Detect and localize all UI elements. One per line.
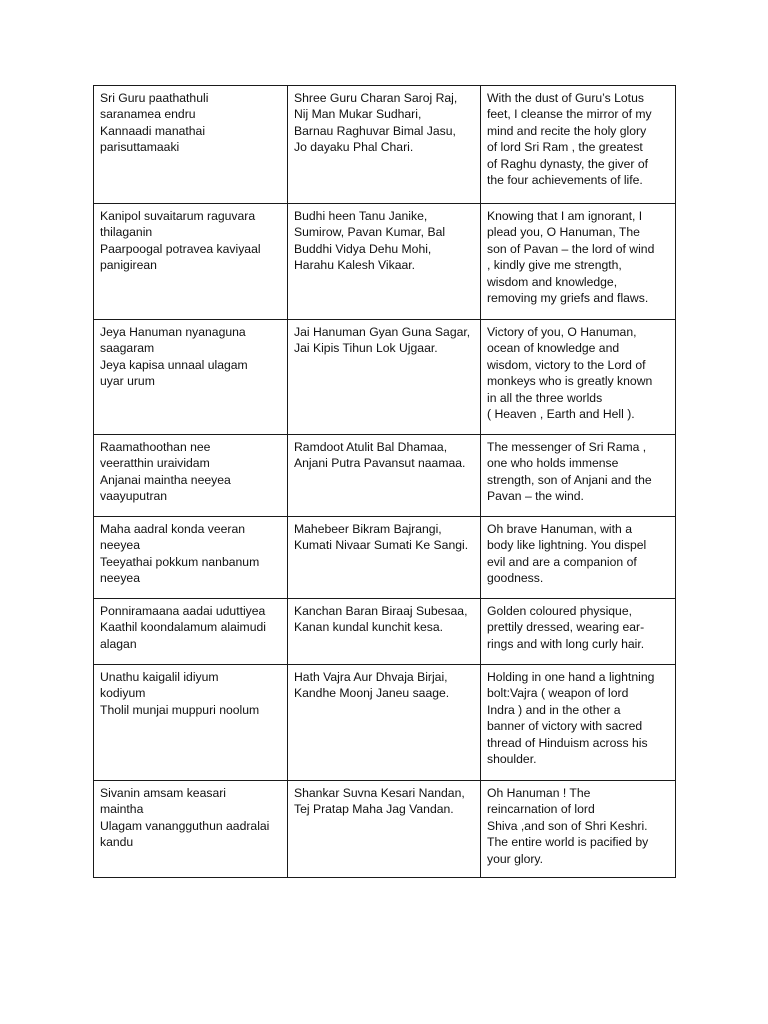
cell-text [294,439,475,472]
text-line: Barnau Raghuvar Bimal Jasu, [294,123,456,138]
english-translation-cell [481,435,676,517]
cell-text [487,785,670,867]
text-line: Golden coloured physique, [487,604,632,618]
text-line: body like lightning. You dispel [487,538,647,553]
text-line: alagan [100,636,137,651]
verse-table-body [94,86,676,878]
verse-row [94,320,676,435]
text-line: wisdom and knowledge, [487,274,618,289]
text-line: the four achievements of life. [487,173,643,188]
text-line: evil and are a companion of [487,554,637,569]
text-line: Mahebeer Bikram Bajrangi, [294,522,442,536]
cell-text [294,785,475,818]
tamil-transliteration-cell [94,599,288,665]
text-line: , kindly give me strength, [487,258,622,273]
text-line: Kannaadi manathai [100,123,206,138]
text-line: bolt:Vajra ( weapon of lord [487,686,629,701]
text-line: Nij Man Mukar Sudhari, [294,107,422,122]
cell-text [294,208,475,274]
verse-row [94,204,676,320]
text-line: kandu [100,835,134,850]
text-line: vaayuputran [100,489,168,504]
text-line: Knowing that I am ignorant, I [487,209,643,223]
text-line: saagaram [100,341,155,356]
cell-text [294,669,475,702]
text-line: in all the three worlds [487,390,603,405]
text-line: feet, I cleanse the mirror of my [487,107,652,122]
text-line: Paarpoogal potravea kaviyaal [100,241,261,256]
text-line: Tej Pratap Maha Jag Vandan. [294,802,454,817]
text-line: Oh brave Hanuman, with a [487,522,632,536]
text-line: Shiva ,and son of Shri Keshri. [487,818,648,833]
text-line: of lord Sri Ram , the greatest [487,140,643,155]
hindi-transliteration-cell [288,517,481,599]
cell-text [487,90,670,188]
tamil-transliteration-cell [94,435,288,517]
cell-text [294,603,475,636]
tamil-transliteration-cell [94,665,288,781]
text-line: Indra ) and in the other a [487,702,621,717]
english-translation-cell [481,204,676,320]
text-line: son of Pavan – the lord of wind [487,241,655,256]
text-line: Sivanin amsam keasari [100,786,226,800]
text-line: Kanipol suvaitarum raguvara [100,209,256,223]
text-line: Oh Hanuman ! The [487,786,591,800]
cell-text [294,324,475,357]
text-line: Harahu Kalesh Vikaar. [294,258,416,273]
hindi-transliteration-cell [288,599,481,665]
cell-text [487,603,670,652]
text-line: Kumati Nivaar Sumati Ke Sangi. [294,538,469,553]
text-line: ocean of knowledge and [487,341,620,356]
cell-text [487,669,670,767]
text-line: Holding in one hand a lightning [487,670,655,684]
text-line: veeratthin uraividam [100,456,210,471]
text-line: removing my griefs and flaws. [487,291,649,306]
cell-text [100,521,282,587]
text-line: uyar urum [100,374,155,389]
text-line: monkeys who is greatly known [487,374,653,389]
verse-row [94,665,676,781]
text-line: wisdom, victory to the Lord of [487,357,646,372]
text-line: Ponniramaana aadai uduttiyea [100,604,266,618]
text-line: The messenger of Sri Rama , [487,440,647,454]
text-line: Shree Guru Charan Saroj Raj, [294,91,458,105]
verse-row [94,781,676,878]
text-line: Unathu kaigalil idiyum [100,670,219,684]
text-line: Budhi heen Tanu Janike, [294,209,428,223]
text-line: panigirean [100,258,157,273]
text-line: Jai Kipis Tihun Lok Ujgaar. [294,341,438,356]
cell-text [100,669,282,718]
text-line: Anjanai maintha neeyea [100,472,231,487]
text-line: Ramdoot Atulit Bal Dhamaa, [294,440,448,454]
text-line: Kandhe Moonj Janeu saage. [294,686,450,701]
text-line: Buddhi Vidya Dehu Mohi, [294,241,432,256]
text-line: parisuttamaaki [100,140,180,155]
text-line: mind and recite the holy glory [487,123,647,138]
text-line: goodness. [487,571,544,586]
cell-text [100,785,282,851]
text-line: neeyea [100,571,140,586]
text-line: Teeyathai pokkum nanbanum [100,554,260,569]
text-line: Jai Hanuman Gyan Guna Sagar, [294,325,471,339]
text-line: saranamea endru [100,107,196,122]
cell-text [294,521,475,554]
text-line: Shankar Suvna Kesari Nandan, [294,786,465,800]
english-translation-cell [481,320,676,435]
text-line: Sri Guru paathathuli [100,91,209,105]
cell-text [100,324,282,390]
text-line: plead you, O Hanuman, The [487,225,640,240]
text-line: Pavan – the wind. [487,489,584,504]
text-line: one who holds immense [487,456,619,471]
hindi-transliteration-cell [288,320,481,435]
tamil-transliteration-cell [94,86,288,204]
text-line: Raamathoothan nee [100,440,211,454]
text-line: prettily dressed, wearing ear- [487,620,645,635]
text-line: thilaganin [100,225,153,240]
text-line: neeyea [100,538,140,553]
cell-text [100,208,282,274]
verse-row [94,86,676,204]
hindi-transliteration-cell [288,204,481,320]
text-line: Hath Vajra Aur Dhvaja Birjai, [294,670,448,684]
verse-translation-table [93,85,676,878]
english-translation-cell [481,517,676,599]
english-translation-cell [481,599,676,665]
text-line: rings and with long curly hair. [487,636,645,651]
text-line: Jo dayaku Phal Chari. [294,140,414,155]
text-line: Tholil munjai muppuri noolum [100,702,260,717]
tamil-transliteration-cell [94,204,288,320]
text-line: thread of Hinduism across his [487,735,648,750]
text-line: Kanchan Baran Biraaj Subesaa, [294,604,468,618]
hindi-transliteration-cell [288,665,481,781]
text-line: ( Heaven , Earth and Hell ). [487,407,635,422]
english-translation-cell [481,665,676,781]
cell-text [487,208,670,306]
text-line: Kaathil koondalamum alaimudi [100,620,266,635]
text-line: your glory. [487,851,543,866]
hindi-transliteration-cell [288,781,481,878]
tamil-transliteration-cell [94,320,288,435]
verse-row [94,517,676,599]
text-line: Kanan kundal kunchit kesa. [294,620,444,635]
text-line: Jeya Hanuman nyanaguna [100,325,246,339]
hindi-transliteration-cell [288,435,481,517]
text-line: Jeya kapisa unnaal ulagam [100,357,248,372]
text-line: Ulagam vanangguthun aadralai [100,818,270,833]
verse-row [94,435,676,517]
tamil-transliteration-cell [94,517,288,599]
english-translation-cell [481,86,676,204]
text-line: shoulder. [487,752,537,767]
cell-text [100,439,282,505]
text-line: of Raghu dynasty, the giver of [487,156,649,171]
cell-text [294,90,475,156]
text-line: Maha aadral konda veeran [100,522,245,536]
hindi-transliteration-cell [288,86,481,204]
verse-row [94,599,676,665]
text-line: kodiyum [100,686,146,701]
tamil-transliteration-cell [94,781,288,878]
text-line: banner of victory with sacred [487,719,643,734]
cell-text [487,439,670,505]
cell-text [100,603,282,652]
english-translation-cell [481,781,676,878]
text-line: Sumirow, Pavan Kumar, Bal [294,225,446,240]
text-line: reincarnation of lord [487,802,595,817]
text-line: Victory of you, O Hanuman, [487,325,637,339]
text-line: The entire world is pacified by [487,835,649,850]
text-line: With the dust of Guru’s Lotus [487,91,644,105]
cell-text [487,324,670,422]
text-line: maintha [100,802,144,817]
cell-text [100,90,282,156]
cell-text [487,521,670,587]
text-line: strength, son of Anjani and the [487,472,652,487]
text-line: Anjani Putra Pavansut naamaa. [294,456,466,471]
